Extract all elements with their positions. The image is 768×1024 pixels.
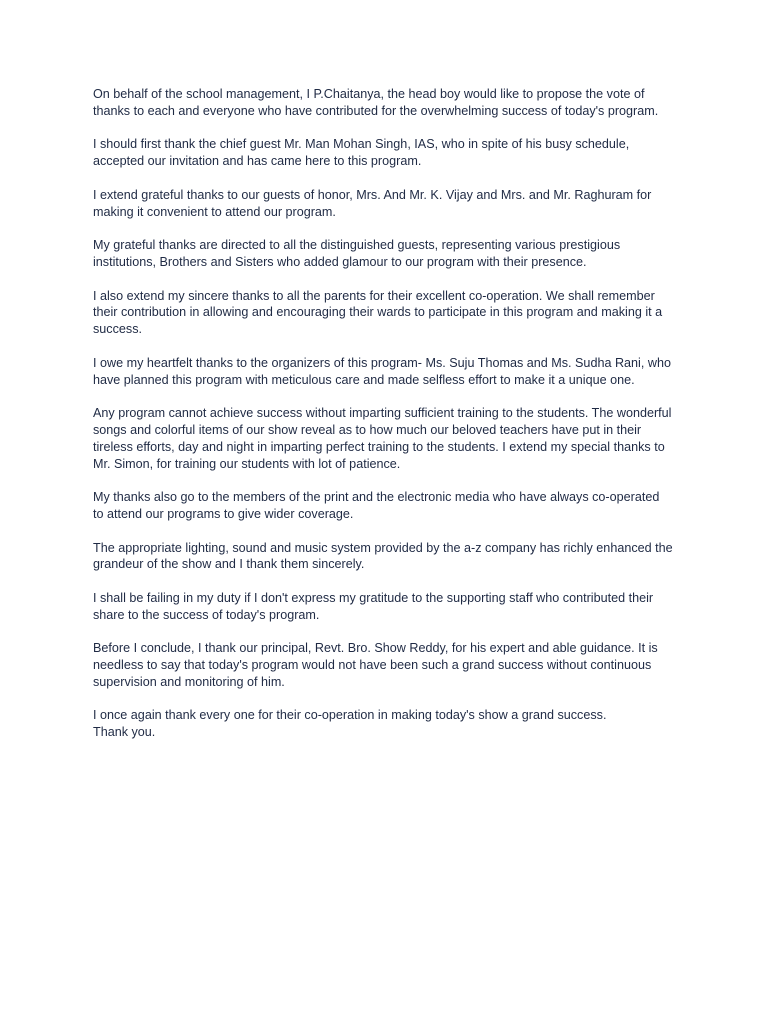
paragraph-closing: I once again thank every one for their co-operation in making today's show a grand success. [93, 708, 607, 723]
paragraph-parents: I also extend my sincere thanks to all the parents for their excellent co-operation. We shall remember their contribution in allowing and encouraging their wards to participate in this program and making it a success. [93, 288, 663, 337]
paragraph-staff: I shall be failing in my duty if I don't express my gratitude to the supporting staff who contributed their share to the success of today's program. [93, 590, 654, 622]
paragraph-guests-of-honor: I extend grateful thanks to our guests of honor, Mrs. And Mr. K. Vijay and Mrs. and Mr. Raghuram for making it convenient to attend our program. [93, 187, 652, 219]
paragraph-media: My thanks also go to the members of the print and the electronic media who have always co-operated to attend our programs to give wider coverage. [93, 490, 660, 521]
paragraph-teachers: Any program cannot achieve success without imparting sufficient training to the students. The wonderful songs and colorful items of our show reveal as to how much our beloved teachers have put in their tireless efforts, day and night in imparting perfect training to the students. I extend my special thanks to Mr. Simon, for training our students with lot of patience. [93, 406, 672, 471]
paragraph-chief-guest: I should first thank the chief guest Mr. Man Mohan Singh, IAS, who in spite of his busy schedule, accepted our invitation and has came here to this program. [93, 137, 630, 169]
paragraph-principal: Before I conclude, I thank our principal, Revt. Bro. Show Reddy, for his expert and able guidance. It is needless to say that today's program would not have been such a grand success without continuous supervision and monitoring of him. [93, 641, 658, 689]
paragraph-organizers: I owe my heartfelt thanks to the organizers of this program- Ms. Suju Thomas and Ms. Sudha Rani, who have planned this program with meticulous care and made selfless effort to make it a unique one. [93, 355, 671, 387]
paragraph-intro: On behalf of the school management, I P.Chaitanya, the head boy would like to propose the vote of thanks to each and everyone who have contributed for the overwhelming success of today's program. [93, 87, 659, 118]
paragraph-distinguished-guests: My grateful thanks are directed to all the distinguished guests, representing various prestigious institutions, Brothers and Sisters who added glamour to our program with their presence. [93, 238, 621, 269]
vote-of-thanks-text [93, 86, 673, 741]
paragraph-lighting: The appropriate lighting, sound and music system provided by the a-z company has richly enhanced the grandeur of the show and I thank them sincerely. [93, 540, 673, 572]
paragraph-thank-you: Thank you. [93, 725, 156, 740]
